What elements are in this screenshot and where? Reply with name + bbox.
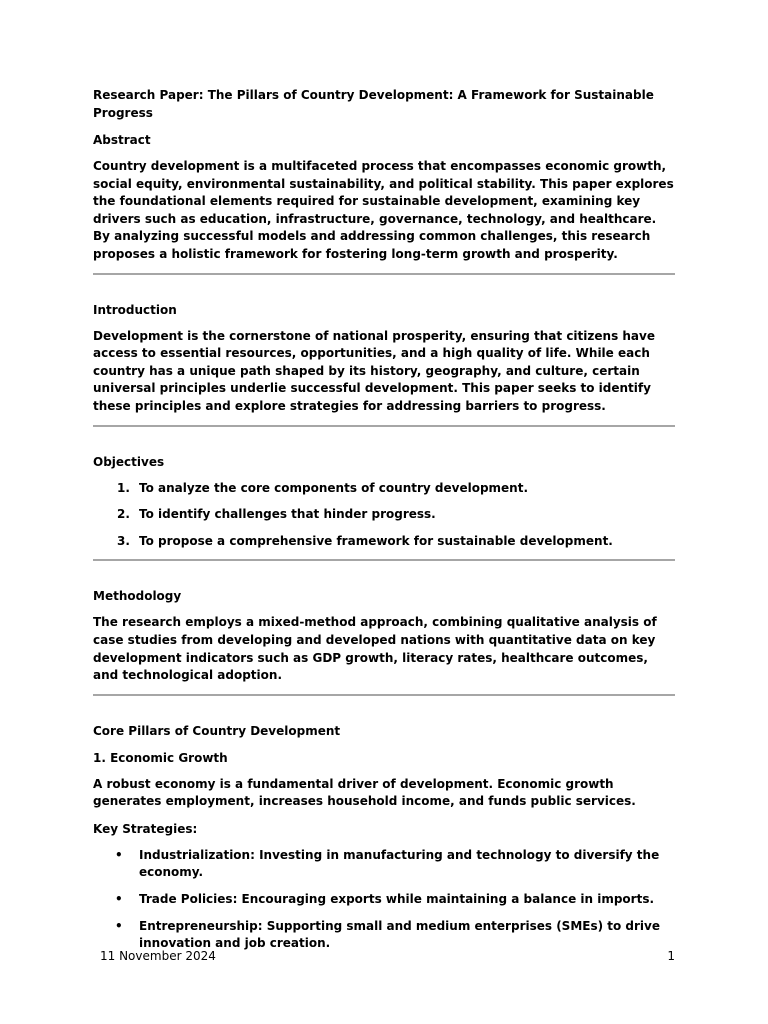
footer-date: 11 November 2024 bbox=[100, 949, 216, 963]
list-number: 3. bbox=[117, 533, 130, 548]
document-title: Research Paper: The Pillars of Country Development: A Framework for Sustainable Progress bbox=[93, 88, 654, 120]
abstract-heading: Abstract bbox=[93, 133, 151, 147]
objectives-list bbox=[93, 480, 675, 551]
list-number: 1. bbox=[117, 480, 130, 495]
bullet-icon: • bbox=[115, 918, 123, 933]
economic-growth-subheading: 1. Economic Growth bbox=[93, 750, 228, 765]
methodology-text: The research employs a mixed-method approach, combining qualitative analysis of case studies from developing and developed nations with quantitative data on key development indicators such as GDP growth, literacy rates, healthcare outcomes, and technological adoption. bbox=[93, 615, 657, 683]
bullet-icon: • bbox=[115, 892, 123, 907]
list-item bbox=[93, 533, 675, 551]
list-item bbox=[93, 891, 675, 909]
list-item bbox=[93, 506, 675, 524]
section-divider bbox=[93, 694, 675, 696]
list-item-text: Industrialization: Investing in manufacturing and technology to diversify the economy. bbox=[139, 847, 660, 880]
abstract-text: Country development is a multifaceted process that encompasses economic growth, social equity, environmental sustainability, and political stability. This paper explores the foundational elements required for sustainable development, examining key drivers such as education, infrastructure, governance, technology, and healthcare. By analyzing successful models and addressing common challenges, this research proposes a holistic framework for fostering long-term growth and prosperity. bbox=[93, 159, 674, 261]
section-divider bbox=[93, 273, 675, 275]
document-page bbox=[93, 86, 675, 962]
list-number: 2. bbox=[117, 507, 130, 522]
page-number: 1 bbox=[667, 949, 675, 963]
introduction-text: Development is the cornerstone of national prosperity, ensuring that citizens have access to essential resources, opportunities, and a high quality of life. While each country has a unique path shaped by its history, geography, and culture, certain universal principles underlie successful development. This paper seeks to identify these principles and explore strategies for addressing barriers to progress. bbox=[93, 328, 655, 413]
bullet-icon: • bbox=[115, 847, 123, 862]
economic-growth-text: A robust economy is a fundamental driver of development. Economic growth generates employment, increases household income, and funds public services. bbox=[93, 776, 636, 809]
key-strategies-label: Key Strategies: bbox=[93, 821, 198, 836]
section-divider bbox=[93, 425, 675, 427]
list-item-text: To identify challenges that hinder progress. bbox=[139, 507, 436, 522]
strategies-list bbox=[93, 847, 675, 953]
list-item-text: Trade Policies: Encouraging exports while maintaining a balance in imports. bbox=[139, 892, 655, 907]
methodology-heading: Methodology bbox=[93, 589, 182, 604]
list-item-text: To analyze the core components of country development. bbox=[139, 480, 529, 495]
objectives-heading: Objectives bbox=[93, 454, 165, 469]
list-item bbox=[93, 847, 675, 882]
introduction-heading: Introduction bbox=[93, 302, 177, 317]
list-item-text: Entrepreneurship: Supporting small and medium enterprises (SMEs) to drive innovation and job creation. bbox=[139, 918, 661, 951]
section-divider bbox=[93, 559, 675, 561]
list-item-text: To propose a comprehensive framework for sustainable development. bbox=[139, 533, 613, 548]
list-item bbox=[93, 480, 675, 498]
core-pillars-heading: Core Pillars of Country Development bbox=[93, 723, 341, 738]
